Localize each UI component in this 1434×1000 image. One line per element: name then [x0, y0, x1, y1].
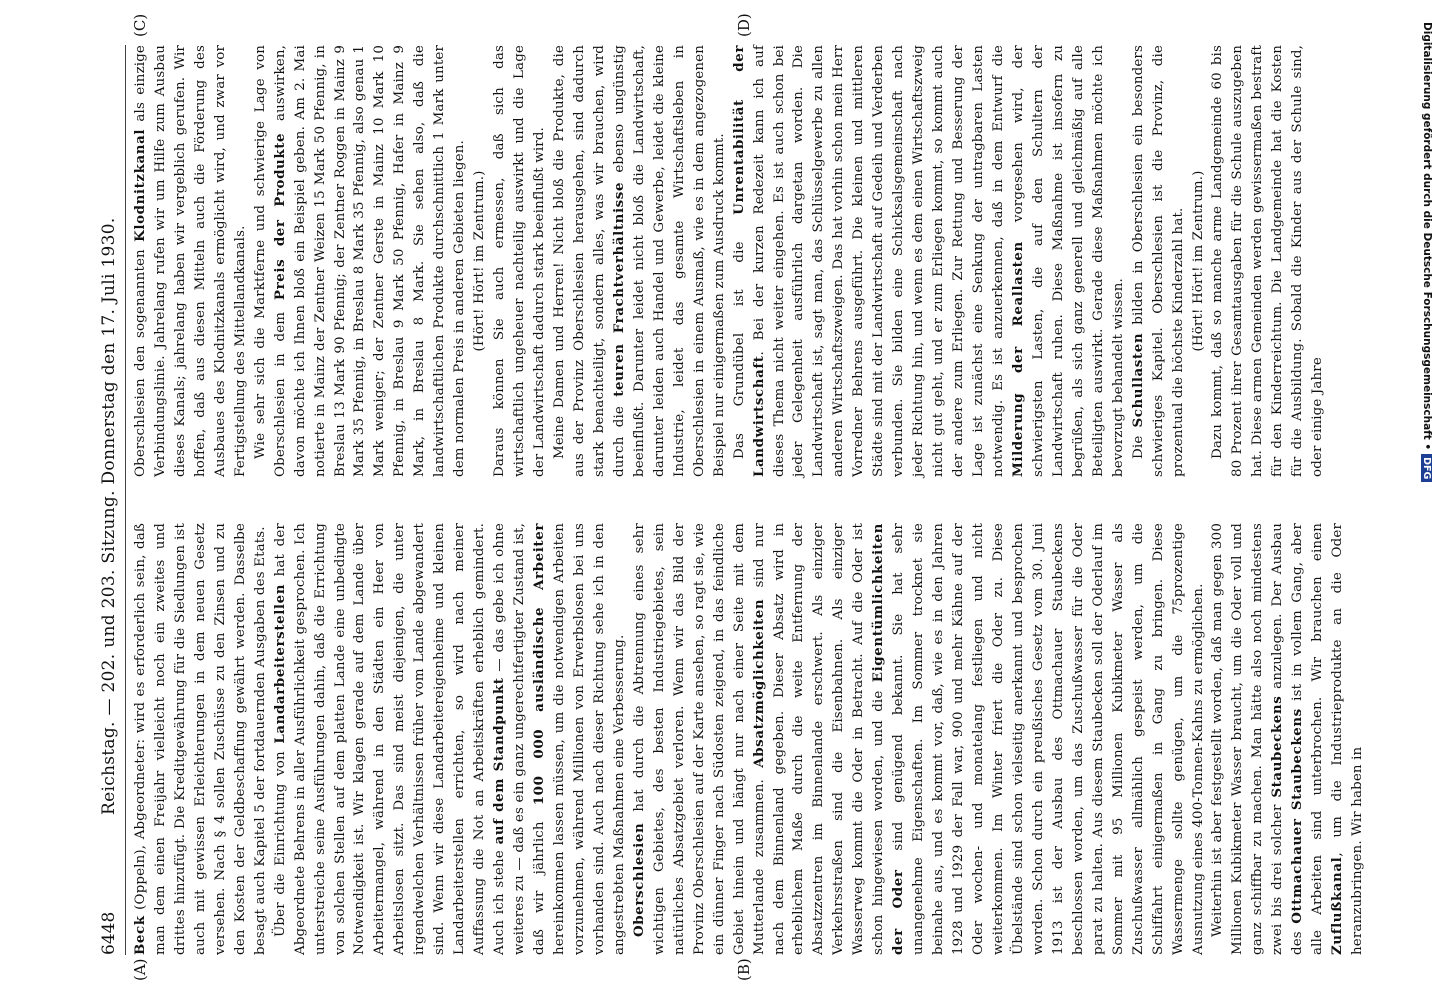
- digitization-credit: [1421, 22, 1433, 482]
- margin-mark-d: (D): [735, 13, 753, 37]
- paragraph: Beck (Oppeln), Abgeordneter: wird es erforderlich sein, daß man dem einen Freijahr vielleicht noch ein zweites und drittes hinzufügt. Die Kreditgewährung für die Siedlungen ist auch mit gewissen Erleichterungen in dem neuen Gesetz versehen. Nach § 4 sollen Zuschüsse zu den Zinsen und zu den Kosten der Geldbeschaffung gewährt werden. Dasselbe besagt auch Kapitel 5 der fortdauernden Ausgaben des Etats.: [132, 523, 268, 955]
- margin-mark-c: (C): [131, 13, 149, 37]
- margin-mark-a: (A): [131, 958, 149, 981]
- paragraph: Daraus können Sie auch ermessen, daß sich das wirtschaftlich ungeheuer nachteilig auswirkt und die Lage der Landwirtschaft dadurch stark beeinflußt wird.: [492, 45, 548, 477]
- paragraph: Wie sehr sich die Marktferne und schwierige Lage von Oberschlesien in dem Preis der Produkte auswirken, davon möchte ich Ihnen bloß ein Beispiel geben. Am 2. Mai notierte in Mainz der Zentner Weizen 15 Mark 50 Pfennig, in Breslau 13 Mark 90 Pfennig; der Zentner Roggen in Mainz 9 Mark 35 Pfennig, in Breslau 8 Mark 35 Pfennig, also genau 1 Mark weniger; der Zentner Gerste in Mainz 10 Mark 10 Pfennig, in Breslau 9 Mark 50 Pfennig, Hafer in Mainz 9 Mark, in Breslau 8 Mark. Sie sehen also, daß die landwirtschaftlichen Produkte durchschnittlich 1 Mark unter dem normalen Preis in anderen Gebieten liegen.: [252, 44, 468, 477]
- paragraph: Weiterhin ist aber festgestellt worden, daß man gegen 300 Millionen Kubikmeter Wasser braucht, um die Oder voll und ganz schiffbar zu machen. Man hätte also noch mindestens zwei bis drei solcher Staubeckens anzulegen. Der Ausbau des Ottmachauer Staubeckens ist in vollem Gang, aber alle Arbeiten sind unterbrochen. Wir brauchen einen Zuflußkanal, um die Industrieprodukte an die Oder heranzubringen. Wir haben in: [1210, 523, 1366, 955]
- interjection: (Hört! Hört! im Zentrum.): [1190, 170, 1206, 352]
- left-column: [131, 523, 1366, 955]
- page-number: 6448: [99, 911, 119, 955]
- paragraph: Die Schullasten bilden in Oberschlesien ein besonders schwieriges Kapitel. Oberschlesien ist die Provinz, die prozentual die höchste Kinderzahl hat.: [1129, 45, 1186, 477]
- margin-mark-b: (B): [735, 958, 753, 981]
- paragraph: Oberschlesien hat durch die Abtrennung eines sehr wichtigen Gebietes, des besten Industriegebietes, sein natürliches Absatzgebiet verloren. Wenn wir das Bild der Provinz Oberschlesien auf der Karte ansehen, so ragt sie, wie ein dünner Finger nach Südosten zeigend, in das feindliche Gebiet hinein und hängt nur nach einer Seite mit dem Mutterlande zusammen. Absatzmöglichkeiten sind nur nach dem Binnenland gegeben. Dieser Absatz wird in erheblichem Maße durch die weite Entfernung der Absatzzentren im Binnenlande erschwert. Als einziger Verkehrsstraßen sind die Eisenbahnen. Als einziger Wasserweg kommt die Oder in Betracht. Auf die Oder ist schon hingewiesen worden, und die Eigentümlichkeiten der Oder sind genügend bekannt. Sie hat sehr unangenehme Eigenschaften. Im Sommer trocknet sie beinahe aus, und es kommt vor, daß, wie es in den Jahren 1928 und 1929 der Fall war, 900 und mehr Kähne auf der Oder wochen- und monatelang festliegen und nicht weiterkommen. Im Winter friert die Oder zu. Diese Übelstände sind schon vielseitig anerkannt und besprochen worden. Schon durch ein preußisches Gesetz vom 30. Juni 1913 ist der Ausbau des Ottmachauer Staubeckens beschlossen worden, um das Zuschußwasser für die Oder parat zu halten. Aus diesem Staubecken soll der Oderlauf im Sommer mit 95 Millionen Kubikmeter Wasser als Zuschußwasser allmählich gespeist werden, um die Schiffahrt einigermaßen in Gang zu bringen. Diese Wassermenge sollte genügen, um die 75prozentige Ausnutzung eines 400-Tonnen-Kahns zu ermöglichen.: [630, 523, 1206, 955]
- paragraph: Oberschlesien den sogenannten Klodnitzkanal als einzige Verbindungslinie. Jahrelang rufen wir um Hilfe zum Ausbau dieses Kanals; jahrelang haben wir vergeblich gerufen. Wir hoffen, daß aus diesen Mitteln auch die Förderung des Ausbaues des Klodnitzkanals ermöglicht wird, und zwar vor Fertigstellung des Mittellandkanals.: [132, 44, 248, 477]
- paragraph: Das Grundübel ist die Unrentabilität der Landwirtschaft. Bei der kurzen Redezeit kann ich auf dieses Thema nicht weiter eingehen. Es ist auch schon bei jeder Gelegenheit ausführlich dargetan worden. Die Landwirtschaft ist, sagt man, das Schlüsselgewerbe zu allen anderen Wirtschaftszweigen. Das hat vorhin schon mein Herr Vorredner Behrens ausgeführt. Die kleinen und mittleren Städte sind mit der Landwirtschaft auf Gedeih und Verderben verbunden. Sie bilden eine Schicksalsgemeinschaft nach jeder Richtung hin, und wenn es dem einen Wirtschaftszweig nicht gut geht, und er zum Erliegen kommt, so kommt auch der andere zum Erliegen. Zur Rettung und Besserung der Lage ist zunächst eine Senkung der untragbaren Lasten notwendig. Es ist anzuerkennen, daß in dem Entwurf die Milderung der Reallasten vorgesehen wird, der schwierigsten Lasten, die auf den Schultern der Landwirtschaft ruhen. Diese Maßnahme ist insofern zu begrüßen, als sich ganz generell und gleichmäßig auf alle Beteiligten auswirkt. Gerade diese Maßnahmen möchte ich bevorzugt behandelt wissen.: [730, 45, 1126, 477]
- running-head: Reichstag. — 202. und 203. Sitzung. Donnerstag den 17. Juli 1930.: [99, 217, 119, 815]
- paragraph: Dazu kommt, daß so manche arme Landgemeinde 60 bis 80 Prozent ihrer Gesamtausgaben für die Schule auszugeben hat. Diese armen Gemeinden werden gewissermaßen bestraft für den Kinderreichtum. Die Landgemeinde hat die Kosten für die Ausbildung. Sobald die Kinder aus der Schule sind, oder einige Jahre: [1210, 45, 1326, 477]
- right-column: [131, 44, 1326, 477]
- paragraph: Meine Damen und Herren! Nicht bloß die Produkte, die aus der Provinz Oberschlesien herausgehen, sind dadurch stark benachteiligt, sondern alles, was wir brauchen, wird durch die teuren Frachtverhältnisse ebenso ungünstig beeinflußt. Darunter leidet nicht bloß die Landwirtschaft, darunter leiden auch Handel und Gewerbe, leidet die kleine Industrie, leidet das gesamte Wirtschaftsleben in Oberschlesien in einem Ausmaß, wie es in dem angezogenen Beispiel nur einigermaßen zum Ausdruck kommt.: [552, 44, 727, 477]
- credit-text: Digitalisierung gefördert durch die Deutsche Forschungsgemeinschaft •: [1421, 22, 1433, 451]
- dfg-logo: DFG: [1422, 454, 1433, 482]
- header-rule: [125, 45, 126, 955]
- rotated-page: [95, 13, 1366, 981]
- running-header: [95, 45, 123, 955]
- paragraph: Über die Einrichtung von Landarbeiterstellen hat der Abgeordnete Behrens in aller Ausführlichkeit gesprochen. Ich unterstreiche seine Ausführungen dahin, daß die Errichtung von solchen Stellen auf dem platten Lande eine unbedingte Notwendigkeit ist. Wir klagen gerade auf dem Lande über Arbeitermangel, während in den Städten ein Heer von Arbeitslosen sitzt. Das sind meist diejenigen, die unter irgendwelchen Verhältnissen früher vom Lande abgewandert sind. Wenn wir diese Landarbeitereigenheime und kleinen Landarbeiterstellen errichten, so wird nach meiner Auffassung die Not an Arbeitskräften erheblich gemindert. Auch ich stehe auf dem Standpunkt — das gebe ich ohne weiteres zu — daß es ein ganz ungerechtfertigter Zustand ist, daß wir jährlich 100 000 ausländische Arbeiter hereinkommen lassen müssen, um die notwendigen Arbeiten vorzunehmen, während Millionen von Erwerbslosen bei uns vorhanden sind. Auch nach dieser Richtung sehe ich in den angestrebten Maßnahmen eine Verbesserung.: [271, 523, 627, 955]
- interjection: (Hört! Hört! im Zentrum.): [472, 170, 488, 352]
